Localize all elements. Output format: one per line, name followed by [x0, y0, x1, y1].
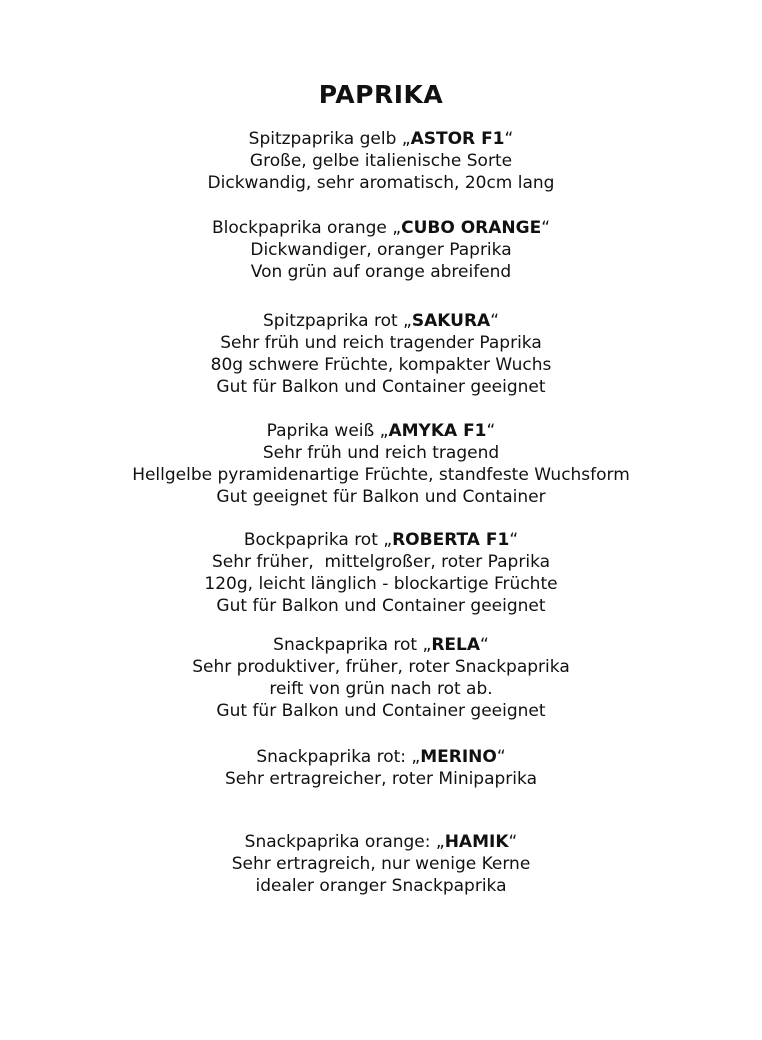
entry-description-line: Sehr früher, mittelgroßer, roter Paprika	[211, 552, 551, 572]
entry-heading	[0, 831, 762, 853]
entry-description-line: Gut für Balkon und Container geeignet	[216, 377, 546, 397]
entry-description-line: Sehr ertragreich, nur wenige Kerne	[231, 854, 531, 874]
variety-name: AMYKA F1	[388, 421, 487, 441]
entry-roberta-f1	[0, 529, 762, 617]
entry-description-line: Sehr produktiver, früher, roter Snackpaprika	[192, 657, 570, 677]
entry-merino	[0, 746, 762, 790]
entry-astor-f1	[0, 128, 762, 194]
variety-name: SAKURA	[411, 311, 491, 331]
entry-heading	[0, 420, 762, 442]
entry-description-line: Dickwandiger, oranger Paprika	[250, 240, 512, 260]
variety-name: HAMIK	[444, 832, 509, 852]
entry-rela	[0, 634, 762, 722]
closing-quote: “	[496, 747, 506, 767]
closing-quote: “	[486, 421, 496, 441]
entry-description-line: Gut geeignet für Balkon und Container	[216, 487, 546, 507]
entry-heading	[0, 529, 762, 551]
entry-description-line: 80g schwere Früchte, kompakter Wuchs	[210, 355, 552, 375]
entry-cubo-orange	[0, 217, 762, 283]
entry-heading	[0, 746, 762, 768]
entry-type: Snackpaprika rot: „	[256, 747, 421, 767]
variety-name: RELA	[431, 635, 481, 655]
entry-description-line: Hellgelbe pyramidenartige Früchte, standfeste Wuchsform	[132, 465, 630, 485]
entry-type: Snackpaprika rot „	[273, 635, 432, 655]
entry-description-line: Von grün auf orange abreifend	[250, 262, 512, 282]
entry-type: Paprika weiß „	[266, 421, 389, 441]
variety-name: ROBERTA F1	[392, 530, 510, 550]
entry-heading	[0, 634, 762, 656]
entry-heading	[0, 217, 762, 239]
closing-quote: “	[541, 218, 551, 238]
entry-description-line: idealer oranger Snackpaprika	[255, 876, 507, 896]
entry-type: Blockpaprika orange „	[211, 218, 402, 238]
entry-sakura	[0, 310, 762, 398]
variety-name: ASTOR F1	[410, 129, 505, 149]
entry-description-line: Sehr früh und reich tragend	[262, 443, 500, 463]
entry-amyka-f1	[0, 420, 762, 508]
variety-name: CUBO ORANGE	[401, 218, 542, 238]
entry-description-line: 120g, leicht länglich - blockartige Früchte	[204, 574, 558, 594]
entry-type: Spitzpaprika gelb „	[248, 129, 411, 149]
variety-name: MERINO	[420, 747, 497, 767]
entry-description-line: Gut für Balkon und Container geeignet	[216, 701, 546, 721]
entry-heading	[0, 128, 762, 150]
page-title: PAPRIKA	[318, 80, 444, 109]
entry-description-line: reift von grün nach rot ab.	[269, 679, 493, 699]
entry-description-line: Gut für Balkon und Container geeignet	[216, 596, 546, 616]
entry-type: Snackpaprika orange: „	[244, 832, 445, 852]
entry-description-line: Dickwandig, sehr aromatisch, 20cm lang	[207, 173, 555, 193]
entry-description-line: Große, gelbe italienische Sorte	[249, 151, 513, 171]
entry-heading	[0, 310, 762, 332]
entry-type: Spitzpaprika rot „	[262, 311, 412, 331]
entry-hamik	[0, 831, 762, 897]
closing-quote: “	[508, 832, 518, 852]
entry-type: Bockpaprika rot „	[243, 530, 393, 550]
closing-quote: “	[490, 311, 499, 331]
closing-quote: “	[509, 530, 519, 550]
entry-description-line: Sehr ertragreicher, roter Minipaprika	[224, 769, 537, 789]
closing-quote: “	[504, 129, 514, 149]
closing-quote: “	[480, 635, 489, 655]
entry-description-line: Sehr früh und reich tragender Paprika	[220, 333, 542, 353]
